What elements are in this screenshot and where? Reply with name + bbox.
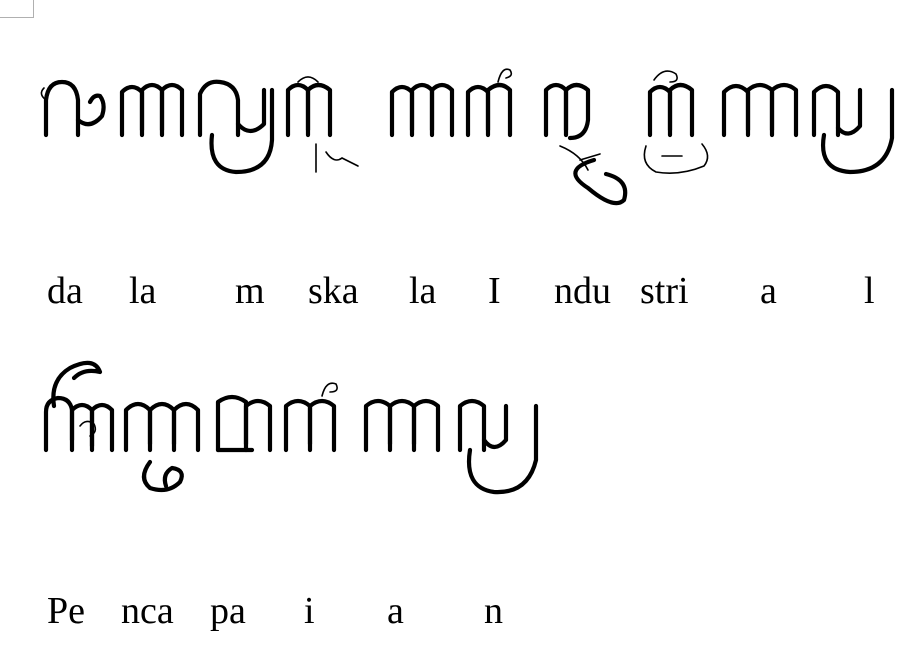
syllable: n (484, 590, 503, 632)
transliteration-line-1 (0, 272, 920, 316)
syllable: stri (640, 270, 689, 312)
syllable: I (488, 270, 501, 312)
syllable: Pe (47, 590, 85, 632)
syllable: l (864, 270, 875, 312)
page-corner-mark (0, 0, 34, 18)
syllable: ska (308, 270, 359, 312)
syllable: ndu (554, 270, 611, 312)
script-glyphs-line-1 (41, 69, 892, 203)
javanese-script-line-2 (40, 350, 560, 500)
javanese-script-line-1 (40, 60, 920, 220)
syllable: nca (121, 590, 174, 632)
script-glyphs-line-2 (46, 363, 536, 492)
syllable: da (47, 270, 83, 312)
transliteration-line-2 (0, 592, 920, 636)
syllable: a (760, 270, 777, 312)
syllable: a (387, 590, 404, 632)
syllable: la (409, 270, 437, 312)
syllable: m (235, 270, 265, 312)
syllable: i (304, 590, 315, 632)
syllable: la (129, 270, 157, 312)
syllable: pa (210, 590, 246, 632)
